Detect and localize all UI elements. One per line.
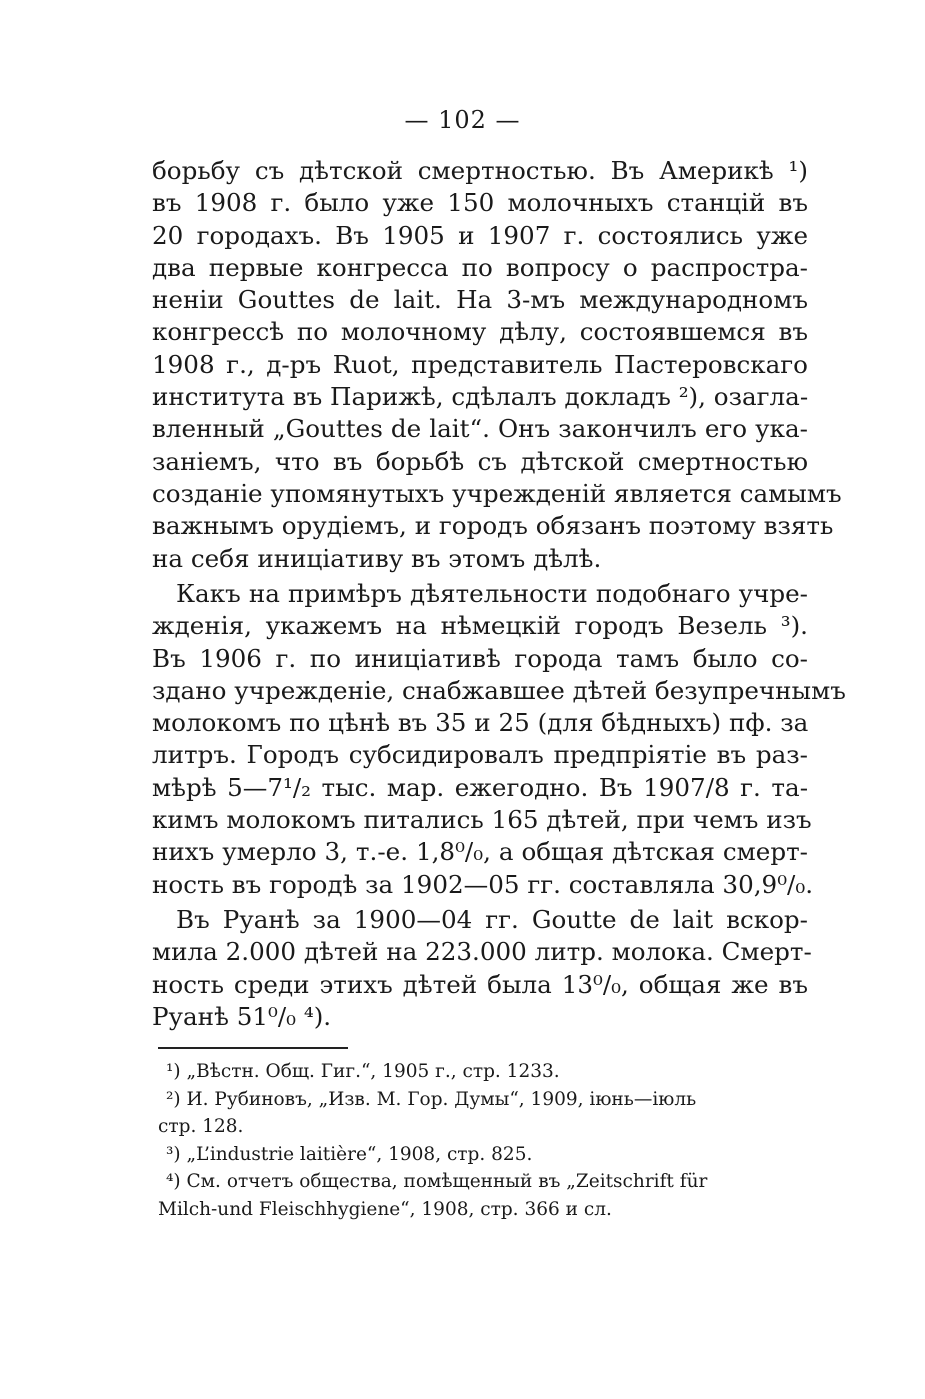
- text-line: борьбу съ дѣтской смертностью. Въ Америкѣ ¹): [152, 156, 808, 185]
- text-line: литръ. Городъ субсидировалъ предпріятіе въ раз-: [152, 740, 808, 770]
- text-line: ность среди этихъ дѣтей была 13⁰/₀, общая же въ: [152, 969, 808, 999]
- text-line: неніи Gouttes de lait. На 3-мъ международномъ: [152, 285, 808, 315]
- text-line: 1908 г., д-ръ Ruot, представитель Пастеровскаго: [152, 349, 808, 379]
- text-line: вленный „Gouttes de lait“. Онъ закончилъ его ука-: [152, 414, 808, 444]
- text-line: мѣрѣ 5—7¹/₂ тыс. мар. ежегодно. Въ 1907/8 г. та-: [152, 772, 808, 802]
- text-line: на себя иниціативу въ этомъ дѣлѣ.: [152, 543, 602, 573]
- footnote-2: ²) И. Рубиновъ, „Изв. М. Гор. Думы“, 1909, іюнь—іюль: [166, 1088, 697, 1110]
- text-line: заніемъ, что въ борьбѣ съ дѣтской смертностью: [152, 446, 808, 476]
- text-line: въ 1908 г. было уже 150 молочныхъ станцій въ: [152, 188, 808, 218]
- text-line: Въ Руанѣ за 1900—04 гг. Goutte de lait вскор-: [176, 905, 808, 934]
- footnote-3: ³) „L’industrie laitière“, 1908, стр. 825.: [166, 1143, 533, 1165]
- paragraph-rouen: [152, 904, 812, 1033]
- text-line: ность въ городѣ за 1902—05 гг. составляла 30,9⁰/₀.: [152, 869, 814, 899]
- text-line: института въ Парижѣ, сдѣлалъ докладъ ²), озагла-: [152, 382, 809, 412]
- text-line: здано учрежденіе, снабжавшее дѣтей безупречнымъ: [152, 675, 846, 705]
- footnotes: [158, 1058, 808, 1223]
- paragraph-continued: [152, 155, 842, 575]
- text-line: кимъ молокомъ питались 165 дѣтей, при чемъ изъ: [152, 805, 812, 835]
- page-number: — 102 —: [404, 106, 521, 134]
- footnote-divider: [158, 1047, 348, 1049]
- text-line: Руанѣ 51⁰/₀ ⁴).: [152, 1001, 332, 1031]
- text-line: жденія, укажемъ на нѣмецкій городъ Везель ³).: [152, 611, 808, 641]
- text-line: конгрессѣ по молочному дѣлу, состоявшемся въ: [152, 317, 808, 347]
- text-line: мила 2.000 дѣтей на 223.000 литр. молока. Смерт-: [152, 937, 812, 967]
- text-line: Въ 1906 г. по иниціативѣ города тамъ было со-: [152, 643, 808, 673]
- text-line: созданіе упомянутыхъ учрежденій является самымъ: [152, 478, 842, 508]
- text-line: молокомъ по цѣнѣ въ 35 и 25 (для бѣдныхъ) пф. за: [152, 708, 809, 738]
- text-line: 20 городахъ. Въ 1905 и 1907 г. состоялись уже: [152, 220, 808, 250]
- footnote-2-continued: стр. 128.: [158, 1116, 244, 1137]
- footnote-4-continued: Milch-und Fleischhygiene“, 1908, стр. 366 и сл.: [158, 1198, 612, 1220]
- text-line: два первые конгресса по вопросу о распростра-: [152, 252, 808, 282]
- paragraph-wesel: [152, 578, 846, 901]
- footnote-1: ¹) „Вѣстн. Общ. Гиг.“, 1905 г., стр. 1233.: [166, 1061, 560, 1082]
- text-line: важнымъ орудіемъ, и городъ обязанъ поэтому взять: [152, 511, 834, 541]
- footnote-4: ⁴) См. отчетъ общества, помѣщенный въ „Zeitschrift für: [166, 1171, 708, 1192]
- text-line: Какъ на примѣръ дѣятельности подобнаго учре-: [176, 579, 808, 608]
- text-line: нихъ умерло 3, т.-е. 1,8⁰/₀, а общая дѣтская смерт-: [152, 837, 808, 867]
